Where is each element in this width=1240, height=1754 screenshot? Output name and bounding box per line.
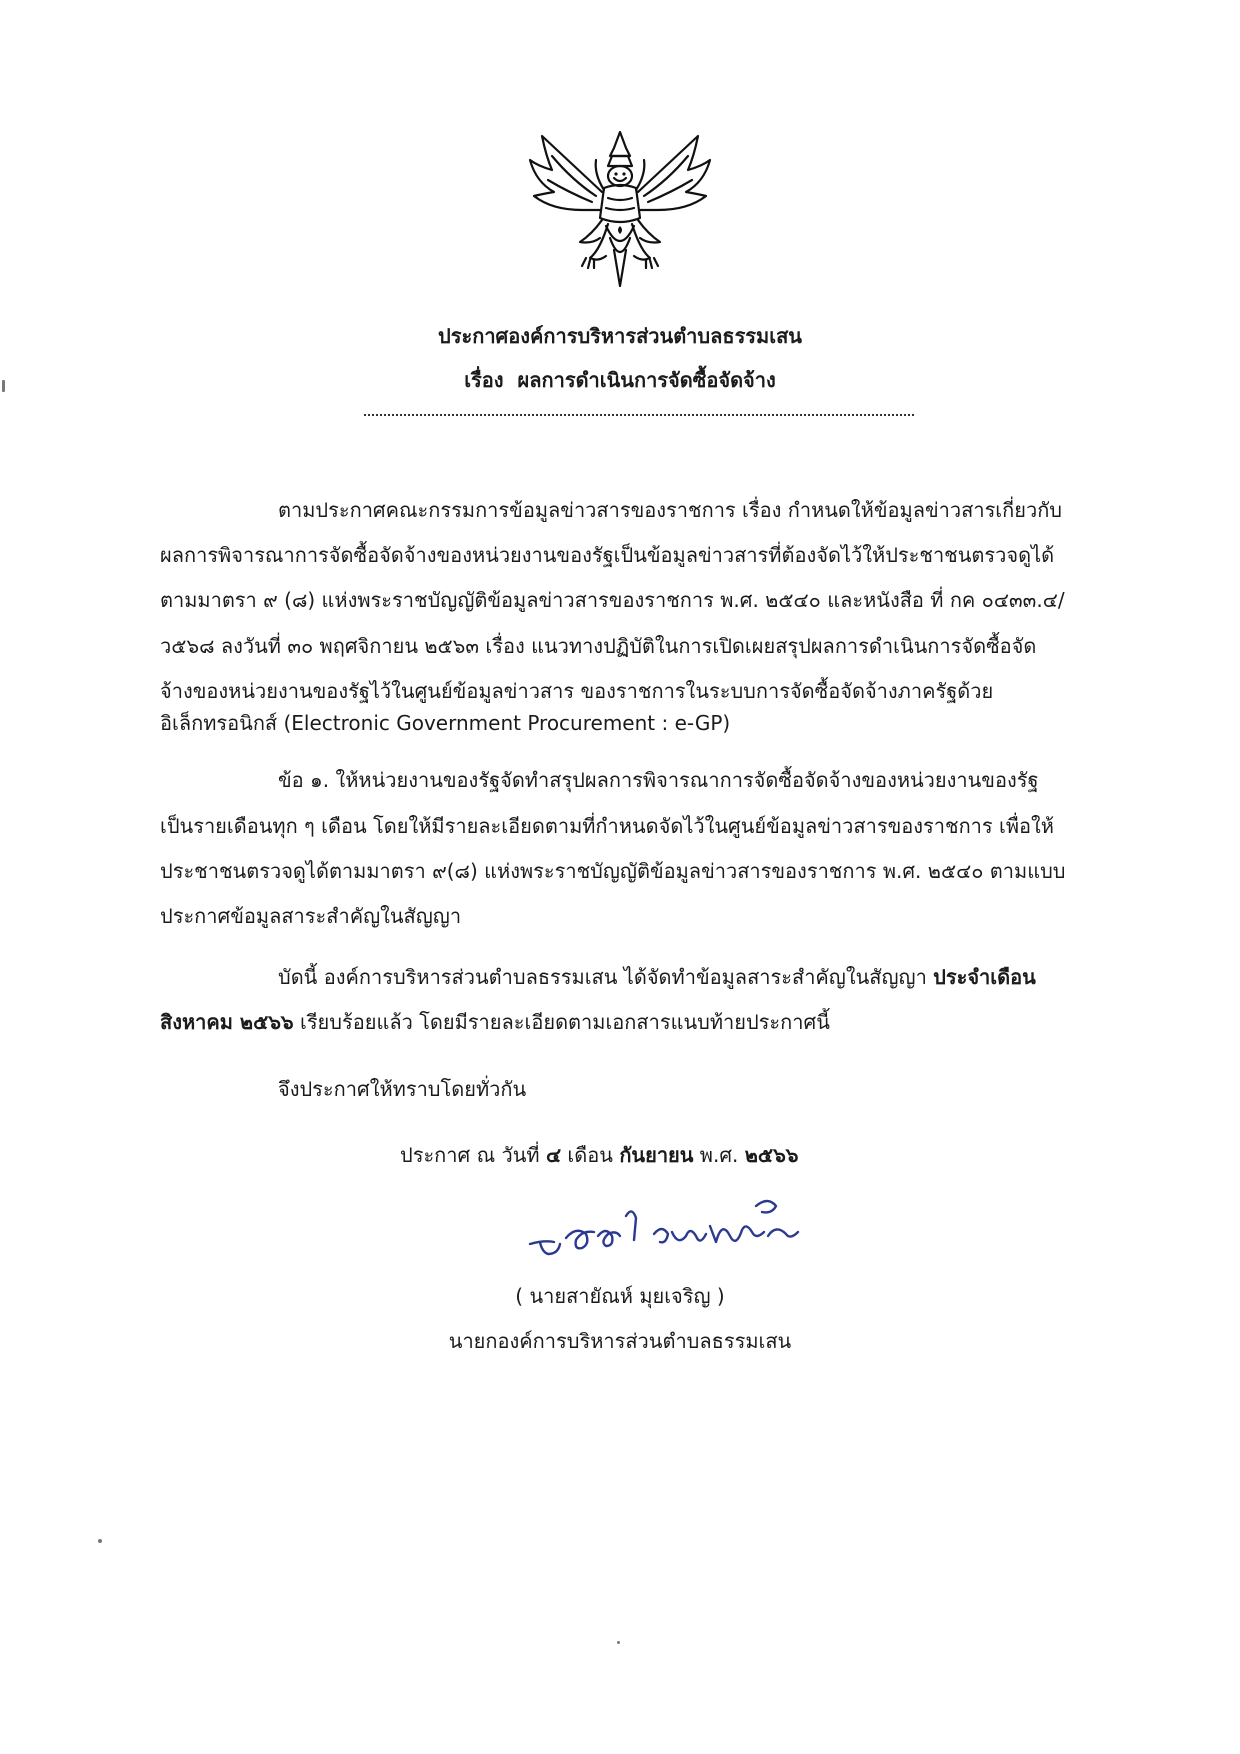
- para2-line: ประกาศข้อมูลสาระสำคัญในสัญญา: [160, 904, 462, 928]
- para3-line: [278, 963, 1036, 991]
- date-month-label: เดือน: [561, 1143, 620, 1167]
- date-day: ๔: [545, 1143, 562, 1167]
- signer-position: นายกองค์การบริหารส่วนตำบลธรรมเสน: [448, 1329, 792, 1353]
- para1-line: จ้างของหน่วยงานของรัฐไว้ในศูนย์ข้อมูลข่าวสาร ของราชการในระบบการจัดซื้อจัดจ้างภาครัฐด้วย: [160, 679, 994, 703]
- para2-line: เป็นรายเดือนทุก ๆ เดือน โดยให้มีรายละเอียดตามที่กำหนดจัดไว้ในศูนย์ข้อมูลข่าวสารของราชการ เพื่อให้: [160, 814, 1054, 838]
- scan-speck: [98, 1539, 102, 1543]
- para3-line: [160, 1008, 830, 1036]
- date-month: กันยายน: [619, 1143, 694, 1167]
- closing-text: จึงประกาศให้ทราบโดยทั่วกัน: [278, 1077, 527, 1101]
- garuda-emblem-icon: [522, 126, 718, 292]
- subject-text: ผลการดำเนินการจัดซื้อจัดจ้าง: [517, 368, 776, 392]
- scan-speck: [617, 1641, 620, 1644]
- para3-text: เรียบร้อยแล้ว โดยมีรายละเอียดตามเอกสารแนบท้ายประกาศนี้: [293, 1010, 830, 1034]
- date-year: ๒๕๖๖: [744, 1143, 799, 1167]
- signer-name: ( นายสายัณห์ มุยเจริญ ): [515, 1284, 725, 1308]
- handwritten-signature: [520, 1196, 840, 1266]
- title-divider: [364, 414, 914, 416]
- announcement-subject: [0, 366, 1240, 394]
- para1-line: ตามมาตรา ๙ (๘) แห่งพระราชบัญญัติข้อมูลข่าวสารของราชการ พ.ศ. ๒๕๔๐ และหนังสือ ที่ กค ๐๔๓๓.๔/: [160, 588, 1065, 612]
- para1-line: ว๕๖๘ ลงวันที่ ๓๐ พฤศจิกายน ๒๕๖๓ เรื่อง แนวทางปฏิบัติในการเปิดเผยสรุปผลการดำเนินการจัดซื้อจัด: [160, 634, 1037, 658]
- para1-line: ตามประกาศคณะกรรมการข้อมูลข่าวสารของราชการ เรื่อง กำหนดให้ข้อมูลข่าวสารเกี่ยวกับ: [278, 498, 1063, 522]
- para3-text: บัดนี้ องค์การบริหารส่วนตำบลธรรมเสน ได้จัดทำข้อมูลสาระสำคัญในสัญญา: [278, 965, 934, 989]
- para2-line: ประชาชนตรวจดูได้ตามมาตรา ๙(๘) แห่งพระราชบัญญัติข้อมูลข่าวสารของราชการ พ.ศ. ๒๕๔๐ ตามแบบ: [160, 859, 1066, 883]
- subject-label: เรื่อง: [464, 368, 504, 392]
- para3-month-year: สิงหาคม ๒๕๖๖: [160, 1010, 294, 1034]
- date-prefix: ประกาศ ณ วันที่: [400, 1143, 546, 1167]
- para1-line: ผลการพิจารณาการจัดซื้อจัดจ้างของหน่วยงานของรัฐเป็นข้อมูลข่าวสารที่ต้องจัดไว้ให้ประชาชนตรวจดูได้: [160, 543, 1055, 567]
- announcement-date: [400, 1141, 798, 1169]
- para3-month-label: ประจำเดือน: [933, 965, 1036, 989]
- date-year-label: พ.ศ.: [693, 1143, 745, 1167]
- para1-line: อิเล็กทรอนิกส์ (Electronic Government Procurement : e-GP): [160, 711, 731, 735]
- scan-speck: [2, 380, 5, 392]
- announcement-title: ประกาศองค์การบริหารส่วนตำบลธรรมเสน: [438, 324, 802, 348]
- para2-line: ข้อ ๑. ให้หน่วยงานของรัฐจัดทำสรุปผลการพิจารณาการจัดซื้อจัดจ้างของหน่วยงานของรัฐ: [278, 768, 1039, 792]
